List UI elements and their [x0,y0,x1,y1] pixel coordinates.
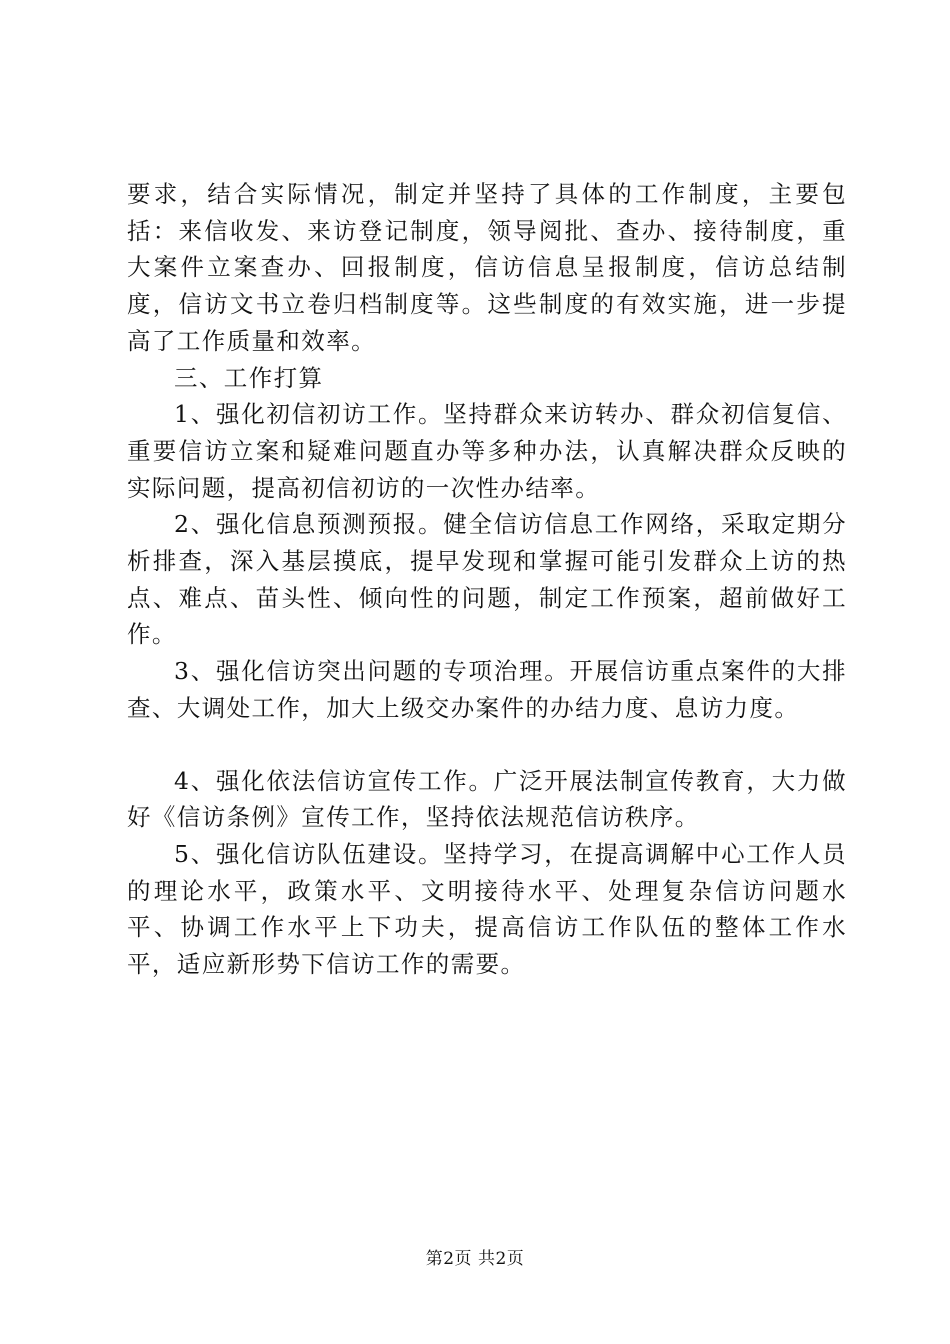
document-body [127,176,847,983]
paragraph-item-1: 1、强化初信初访工作。坚持群众来访转办、群众初信复信、重要信访立案和疑难问题直办等多种办法，认真解决群众反映的实际问题，提高初信初访的一次性办结率。 [127,400,847,502]
paragraph-item-5: 5、强化信访队伍建设。坚持学习，在提高调解中心工作人员的理论水平，政策水平、文明接待水平、处理复杂信访问题水平、协调工作水平上下功夫，提高信访工作队伍的整体工作水平，适应新形势下信访工作的需要。 [127,839,847,979]
paragraph-item-3: 3、强化信访突出问题的专项治理。开展信访重点案件的大排查、大调处工作，加大上级交办案件的办结力度、息访力度。 [127,657,847,722]
paragraph-item-4: 4、强化依法信访宣传工作。广泛开展法制宣传教育，大力做好《信访条例》宣传工作，坚持依法规范信访秩序。 [127,766,847,832]
paragraph-item-2: 2、强化信息预测预报。健全信访信息工作网络，采取定期分析排查，深入基层摸底，提早发现和掌握可能引发群众上访的热点、难点、苗头性、倾向性的问题，制定工作预案，超前做好工作。 [127,510,847,649]
paragraph-continuation: 要求，结合实际情况，制定并坚持了具体的工作制度，主要包括：来信收发、来访登记制度，领导阅批、查办、接待制度，重大案件立案查办、回报制度，信访信息呈报制度，信访总结制度，信访文书立卷归档制度等。这些制度的有效实施，进一步提高了工作质量和效率。 [127,180,847,355]
section-heading: 三、工作打算 [174,363,324,392]
page-number-footer: 第2页 共2页 [425,1249,525,1269]
